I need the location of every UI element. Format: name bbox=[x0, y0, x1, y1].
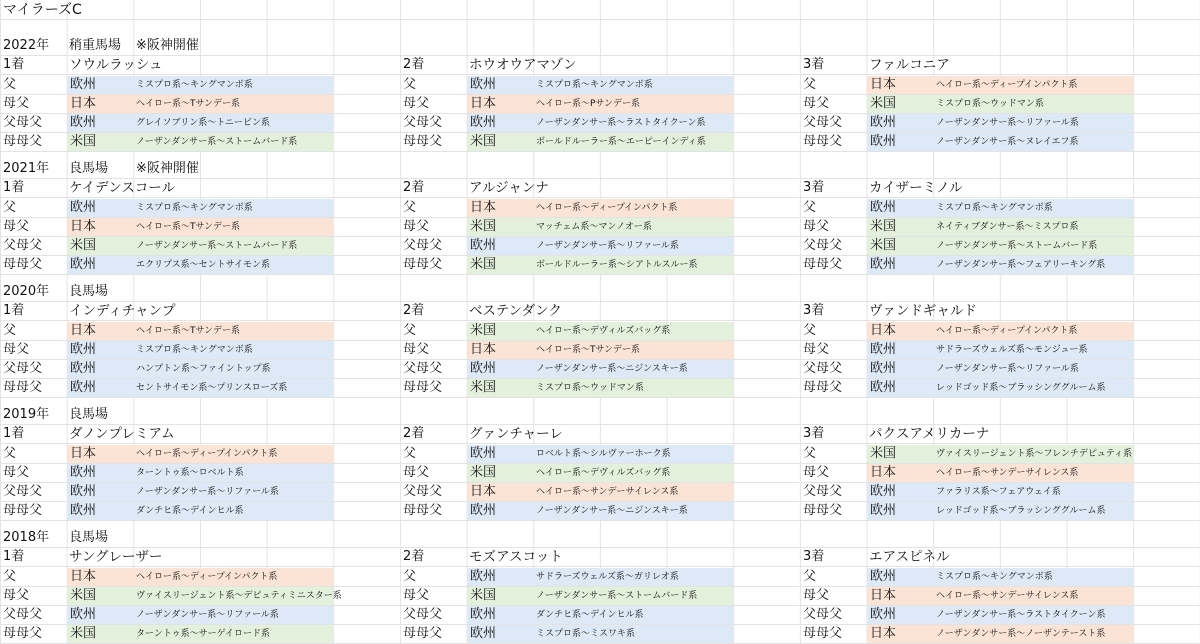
region-label: 米国 bbox=[70, 133, 97, 149]
sire-line: ファラリス系～フェアウェイ系 bbox=[936, 486, 1061, 497]
pedigree-row bbox=[0, 624, 1200, 644]
horse-name: ファルコニア bbox=[869, 56, 950, 73]
pedigree-row bbox=[0, 359, 1200, 379]
pedigree-role: 母父 bbox=[803, 95, 830, 111]
region-label: 日本 bbox=[70, 95, 97, 111]
year-header-row bbox=[0, 159, 1200, 179]
horse-name: ホウオウアマゾン bbox=[469, 56, 577, 73]
sire-line: ノーザンダンサー系～フェアリーキング系 bbox=[936, 259, 1106, 270]
region-label: 日本 bbox=[70, 322, 97, 338]
region-label: 米国 bbox=[870, 445, 897, 461]
region-label: 米国 bbox=[470, 379, 497, 395]
pedigree-role: 母父 bbox=[403, 341, 430, 357]
sire-line: サドラーズウェルズ系～モンジュー系 bbox=[936, 344, 1088, 355]
pedigree-role: 父 bbox=[803, 199, 817, 215]
region-label: 欧州 bbox=[70, 114, 97, 130]
track-condition: 良馬場 bbox=[69, 407, 109, 422]
pedigree-role: 母母父 bbox=[403, 133, 443, 149]
pedigree-role: 父母父 bbox=[3, 360, 43, 376]
pedigree-role: 母父 bbox=[3, 218, 30, 234]
pedigree-role: 父 bbox=[403, 445, 417, 461]
year-label: 2020年 bbox=[3, 284, 50, 299]
sire-line: ロベルト系～シルヴァーホーク系 bbox=[536, 448, 671, 459]
year-header-row bbox=[0, 282, 1200, 302]
region-label: 日本 bbox=[870, 587, 897, 603]
sire-line: ヘイロー系～サンデーサイレンス系 bbox=[536, 486, 679, 497]
sire-line: ノーザンダンサー系～ストームバード系 bbox=[536, 590, 698, 601]
pedigree-row bbox=[0, 444, 1200, 464]
region-label: 欧州 bbox=[70, 483, 97, 499]
region-label: 日本 bbox=[70, 568, 97, 584]
pedigree-role: 母母父 bbox=[3, 502, 43, 518]
region-label: 米国 bbox=[470, 218, 497, 234]
horse-name: グァンチャーレ bbox=[469, 425, 563, 442]
region-label: 欧州 bbox=[470, 568, 497, 584]
sire-line: ボールドルーラー系～エーピーインディ系 bbox=[536, 136, 706, 147]
sire-line: ダンチヒ系～デインヒル系 bbox=[136, 505, 244, 516]
sire-line: ヘイロー系～デヴィルズバッグ系 bbox=[536, 325, 671, 336]
sire-line: レッドゴッド系～ブラッシンググルーム系 bbox=[936, 382, 1106, 393]
pedigree-role: 母母父 bbox=[3, 625, 43, 641]
sire-line: ヘイロー系～ディープインパクト系 bbox=[536, 202, 678, 213]
sire-line: ダンチヒ系～デインヒル系 bbox=[536, 609, 644, 620]
pedigree-role: 母父 bbox=[403, 587, 430, 603]
pedigree-row bbox=[0, 198, 1200, 218]
horse-name: パクスアメリカーナ bbox=[869, 425, 990, 442]
year-label: 2021年 bbox=[3, 161, 50, 176]
pedigree-row bbox=[0, 501, 1200, 521]
sire-line: ネイティブダンサー系～ミスプロ系 bbox=[936, 221, 1079, 232]
venue-note: ※阪神開催 bbox=[136, 161, 199, 176]
region-label: 日本 bbox=[470, 95, 497, 111]
region-label: 欧州 bbox=[470, 114, 497, 130]
pedigree-role: 母父 bbox=[403, 95, 430, 111]
region-label: 米国 bbox=[470, 256, 497, 272]
pedigree-row bbox=[0, 217, 1200, 237]
pedigree-role: 父 bbox=[3, 445, 17, 461]
pedigree-row bbox=[0, 113, 1200, 133]
horse-name: モズアスコット bbox=[469, 548, 563, 565]
pedigree-role: 父母父 bbox=[803, 360, 843, 376]
region-label: 欧州 bbox=[70, 256, 97, 272]
pedigree-row bbox=[0, 463, 1200, 483]
place-label: 1着 bbox=[3, 548, 25, 564]
sire-line: ノーザンダンサー系～ストームバード系 bbox=[936, 240, 1098, 251]
region-label: 欧州 bbox=[470, 502, 497, 518]
pedigree-row bbox=[0, 321, 1200, 341]
sire-line: ノーザンダンサー系～ストームバード系 bbox=[136, 240, 298, 251]
sire-line: ミスプロ系～ウッドマン系 bbox=[536, 382, 644, 393]
region-label: 欧州 bbox=[870, 379, 897, 395]
sire-line: ノーザンダンサー系～リファール系 bbox=[536, 240, 679, 251]
year-label: 2018年 bbox=[3, 530, 50, 545]
region-label: 米国 bbox=[470, 133, 497, 149]
year-header-row bbox=[0, 36, 1200, 56]
region-label: 日本 bbox=[870, 76, 897, 92]
region-label: 欧州 bbox=[870, 483, 897, 499]
pedigree-role: 父 bbox=[803, 76, 817, 92]
place-label: 3着 bbox=[803, 302, 825, 318]
pedigree-role: 母父 bbox=[3, 95, 30, 111]
pedigree-role: 父母父 bbox=[3, 483, 43, 499]
sire-line: マッチェム系～マンノオー系 bbox=[536, 221, 652, 232]
pedigree-role: 父 bbox=[403, 568, 417, 584]
horse-name: アルジャンナ bbox=[469, 179, 549, 196]
horse-name: エアスピネル bbox=[869, 548, 950, 565]
pedigree-role: 母父 bbox=[3, 464, 30, 480]
sire-line: ノーザンダンサー系～ラストタイクーン系 bbox=[936, 609, 1106, 620]
place-label: 1着 bbox=[3, 302, 25, 318]
pedigree-role: 父母父 bbox=[803, 237, 843, 253]
pedigree-row bbox=[0, 378, 1200, 398]
sire-line: ミスプロ系～ミスワキ系 bbox=[536, 628, 636, 639]
placing-row bbox=[0, 547, 1200, 567]
sire-line: ヘイロー系～デヴィルズバッグ系 bbox=[536, 467, 671, 478]
region-label: 欧州 bbox=[870, 502, 897, 518]
pedigree-role: 母母父 bbox=[3, 133, 43, 149]
pedigree-row bbox=[0, 94, 1200, 114]
pedigree-row bbox=[0, 340, 1200, 360]
pedigree-role: 父 bbox=[803, 445, 817, 461]
track-condition: 良馬場 bbox=[69, 530, 109, 545]
pedigree-role: 父 bbox=[3, 322, 17, 338]
sire-line: ノーザンダンサー系～ストームバード系 bbox=[136, 136, 298, 147]
placing-row bbox=[0, 301, 1200, 321]
pedigree-role: 父 bbox=[3, 76, 17, 92]
region-label: 欧州 bbox=[870, 606, 897, 622]
region-label: 欧州 bbox=[870, 360, 897, 376]
horse-name: ヴァンドギャルド bbox=[869, 302, 977, 319]
region-label: 日本 bbox=[870, 464, 897, 480]
sire-line: ヘイロー系～Tサンデー系 bbox=[536, 344, 641, 355]
pedigree-role: 母母父 bbox=[803, 502, 843, 518]
region-label: 欧州 bbox=[870, 199, 897, 215]
sire-line: ヘイロー系～ディープインパクト系 bbox=[936, 325, 1078, 336]
sire-line: ノーザンダンサー系～リファール系 bbox=[136, 609, 279, 620]
region-label: 欧州 bbox=[870, 133, 897, 149]
region-label: 米国 bbox=[70, 587, 97, 603]
region-label: 米国 bbox=[870, 237, 897, 253]
pedigree-role: 父母父 bbox=[803, 114, 843, 130]
sire-line: ノーザンダンサー系～ノーザンテースト系 bbox=[936, 628, 1106, 639]
place-label: 1着 bbox=[3, 179, 25, 195]
pedigree-role: 母父 bbox=[3, 341, 30, 357]
sire-line: ミスプロ系～キングマンボ系 bbox=[136, 79, 253, 90]
pedigree-role: 父母父 bbox=[803, 483, 843, 499]
horse-name: ケイデンスコール bbox=[69, 179, 176, 196]
title-row bbox=[0, 0, 1200, 20]
sire-line: ノーザンダンサー系～ニジンスキー系 bbox=[536, 363, 688, 374]
pedigree-role: 母父 bbox=[403, 464, 430, 480]
region-label: 米国 bbox=[870, 218, 897, 234]
sire-line: グレイソブリン系～トニービン系 bbox=[136, 117, 270, 128]
pedigree-role: 父 bbox=[403, 322, 417, 338]
sire-line: レッドゴッド系～ブラッシンググルーム系 bbox=[936, 505, 1106, 516]
year-label: 2019年 bbox=[3, 407, 50, 422]
region-label: 日本 bbox=[870, 322, 897, 338]
placing-row bbox=[0, 424, 1200, 444]
place-label: 2着 bbox=[403, 548, 425, 564]
region-label: 米国 bbox=[70, 237, 97, 253]
year-label: 2022年 bbox=[3, 38, 50, 53]
sire-line: ミスプロ系～キングマンボ系 bbox=[136, 202, 253, 213]
sire-line: ノーザンダンサー系～ニジンスキー系 bbox=[536, 505, 688, 516]
sire-line: ヴァイスリージェント系～デピュティミニスター系 bbox=[136, 590, 342, 601]
place-label: 3着 bbox=[803, 56, 825, 72]
sire-line: ミスプロ系～キングマンボ系 bbox=[136, 344, 253, 355]
sire-line: セントサイモン系～プリンスローズ系 bbox=[136, 382, 288, 393]
place-label: 3着 bbox=[803, 548, 825, 564]
region-label: 日本 bbox=[70, 218, 97, 234]
pedigree-role: 母父 bbox=[403, 218, 430, 234]
region-label: 欧州 bbox=[70, 502, 97, 518]
sire-line: ミスプロ系～キングマンボ系 bbox=[936, 202, 1053, 213]
region-label: 欧州 bbox=[70, 76, 97, 92]
region-label: 欧州 bbox=[70, 360, 97, 376]
sire-line: ヘイロー系～Tサンデー系 bbox=[136, 221, 241, 232]
placing-row bbox=[0, 55, 1200, 75]
horse-name: カイザーミノル bbox=[869, 179, 963, 196]
pedigree-role: 父母父 bbox=[403, 483, 443, 499]
venue-note: ※阪神開催 bbox=[136, 38, 199, 53]
region-label: 欧州 bbox=[70, 199, 97, 215]
pedigree-role: 父母父 bbox=[3, 114, 43, 130]
place-label: 3着 bbox=[803, 179, 825, 195]
region-label: 欧州 bbox=[470, 445, 497, 461]
pedigree-role: 母母父 bbox=[403, 625, 443, 641]
region-label: 米国 bbox=[470, 322, 497, 338]
pedigree-row bbox=[0, 75, 1200, 95]
pedigree-role: 母母父 bbox=[803, 625, 843, 641]
region-label: 欧州 bbox=[470, 76, 497, 92]
region-label: 日本 bbox=[470, 483, 497, 499]
region-label: 欧州 bbox=[70, 464, 97, 480]
place-label: 3着 bbox=[803, 425, 825, 441]
sire-line: ヘイロー系～Pサンデー系 bbox=[536, 98, 640, 109]
place-label: 2着 bbox=[403, 179, 425, 195]
region-label: 日本 bbox=[470, 341, 497, 357]
pedigree-role: 母母父 bbox=[403, 256, 443, 272]
region-label: 日本 bbox=[470, 199, 497, 215]
sire-line: ヘイロー系～サンデーサイレンス系 bbox=[936, 590, 1079, 601]
horse-name: ソウルラッシュ bbox=[69, 56, 163, 73]
region-label: 日本 bbox=[70, 445, 97, 461]
region-label: 日本 bbox=[870, 625, 897, 641]
placing-row bbox=[0, 178, 1200, 198]
track-condition: 良馬場 bbox=[69, 284, 109, 299]
region-label: 欧州 bbox=[870, 568, 897, 584]
region-label: 米国 bbox=[870, 95, 897, 111]
pedigree-role: 父 bbox=[803, 322, 817, 338]
pedigree-role: 母母父 bbox=[803, 256, 843, 272]
region-label: 欧州 bbox=[70, 341, 97, 357]
region-label: 欧州 bbox=[870, 341, 897, 357]
sire-line: ミスプロ系～キングマンボ系 bbox=[536, 79, 653, 90]
sire-line: ヘイロー系～Tサンデー系 bbox=[136, 325, 241, 336]
pedigree-role: 母母父 bbox=[803, 133, 843, 149]
pedigree-role: 父 bbox=[3, 568, 17, 584]
sire-line: ヘイロー系～ディープインパクト系 bbox=[936, 79, 1078, 90]
sire-line: ノーザンダンサー系～ラストタイクーン系 bbox=[536, 117, 706, 128]
pedigree-role: 父 bbox=[403, 199, 417, 215]
pedigree-role: 父 bbox=[403, 76, 417, 92]
pedigree-row bbox=[0, 132, 1200, 152]
sire-line: ハンプトン系～ファイントップ系 bbox=[136, 363, 271, 374]
pedigree-row bbox=[0, 605, 1200, 625]
pedigree-row bbox=[0, 482, 1200, 502]
place-label: 2着 bbox=[403, 425, 425, 441]
sire-line: サドラーズウェルズ系～ガリレオ系 bbox=[536, 571, 679, 582]
sire-line: ノーザンダンサー系～リファール系 bbox=[136, 486, 279, 497]
pedigree-role: 母母父 bbox=[403, 502, 443, 518]
track-condition: 良馬場 bbox=[69, 161, 109, 176]
sire-line: ミスプロ系～ウッドマン系 bbox=[936, 98, 1044, 109]
pedigree-row bbox=[0, 586, 1200, 606]
region-label: 米国 bbox=[70, 625, 97, 641]
sire-line: ヘイロー系～ディープインパクト系 bbox=[136, 571, 278, 582]
pedigree-role: 父母父 bbox=[3, 237, 43, 253]
horse-name: ダノンプレミアム bbox=[69, 425, 175, 442]
pedigree-role: 母父 bbox=[3, 587, 30, 603]
region-label: 欧州 bbox=[870, 114, 897, 130]
place-label: 2着 bbox=[403, 56, 425, 72]
sire-line: ヘイロー系～ディープインパクト系 bbox=[136, 448, 278, 459]
sire-line: ヘイロー系～Tサンデー系 bbox=[136, 98, 241, 109]
pedigree-role: 母母父 bbox=[403, 379, 443, 395]
sire-line: ヴァイスリージェント系～フレンチデピュティ系 bbox=[936, 448, 1133, 459]
pedigree-role: 母父 bbox=[803, 218, 830, 234]
horse-name: ベステンダンク bbox=[469, 302, 562, 319]
pedigree-role: 父母父 bbox=[403, 114, 443, 130]
sire-line: ボールドルーラー系～シアトルスルー系 bbox=[536, 259, 698, 270]
pedigree-role: 母父 bbox=[803, 464, 830, 480]
year-header-row bbox=[0, 405, 1200, 425]
pedigree-role: 父 bbox=[803, 568, 817, 584]
region-label: 欧州 bbox=[470, 360, 497, 376]
place-label: 2着 bbox=[403, 302, 425, 318]
pedigree-role: 母父 bbox=[803, 587, 830, 603]
pedigree-role: 父母父 bbox=[3, 606, 43, 622]
sheet-title: マイラーズC bbox=[3, 2, 82, 18]
track-condition: 稍重馬場 bbox=[69, 38, 122, 53]
horse-name: インディチャンプ bbox=[69, 302, 176, 319]
pedigree-role: 母父 bbox=[803, 341, 830, 357]
pedigree-role: 父母父 bbox=[403, 606, 443, 622]
horse-name: サングレーザー bbox=[69, 548, 163, 565]
region-label: 米国 bbox=[470, 587, 497, 603]
pedigree-role: 父 bbox=[3, 199, 17, 215]
region-label: 欧州 bbox=[470, 606, 497, 622]
sire-line: ノーザンダンサー系～ヌレイエフ系 bbox=[936, 136, 1079, 147]
pedigree-role: 母母父 bbox=[3, 256, 43, 272]
pedigree-row bbox=[0, 236, 1200, 256]
pedigree-role: 父母父 bbox=[403, 237, 443, 253]
pedigree-row bbox=[0, 255, 1200, 275]
pedigree-role: 父母父 bbox=[803, 606, 843, 622]
region-label: 欧州 bbox=[70, 606, 97, 622]
sire-line: ターントゥ系～サーゲイロード系 bbox=[136, 628, 270, 639]
region-label: 欧州 bbox=[470, 625, 497, 641]
region-label: 欧州 bbox=[70, 379, 97, 395]
pedigree-row bbox=[0, 567, 1200, 587]
pedigree-role: 母母父 bbox=[3, 379, 43, 395]
year-header-row bbox=[0, 528, 1200, 548]
region-label: 欧州 bbox=[870, 256, 897, 272]
sire-line: ターントゥ系～ロベルト系 bbox=[136, 467, 244, 478]
sire-line: ヘイロー系～サンデーサイレンス系 bbox=[936, 467, 1079, 478]
sire-line: ミスプロ系～キングマンボ系 bbox=[936, 571, 1053, 582]
pedigree-role: 母母父 bbox=[803, 379, 843, 395]
place-label: 1着 bbox=[3, 56, 25, 72]
sire-line: ノーザンダンサー系～リファール系 bbox=[936, 117, 1079, 128]
region-label: 欧州 bbox=[470, 237, 497, 253]
sire-line: エクリプス系～セントサイモン系 bbox=[136, 259, 271, 270]
place-label: 1着 bbox=[3, 425, 25, 441]
sire-line: ノーザンダンサー系～リファール系 bbox=[936, 363, 1079, 374]
pedigree-role: 父母父 bbox=[403, 360, 443, 376]
region-label: 米国 bbox=[470, 464, 497, 480]
